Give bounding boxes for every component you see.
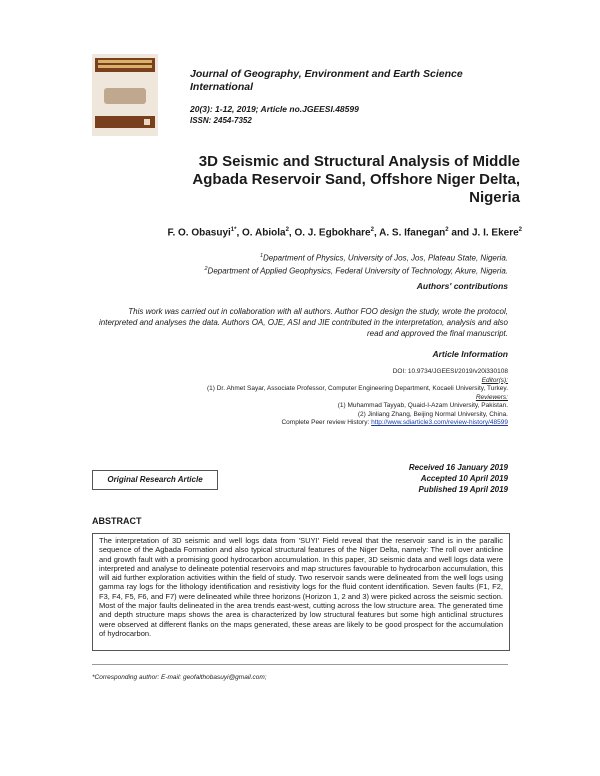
peer-review-line xyxy=(120,419,508,428)
author-name: A. S. Ifanegan xyxy=(379,227,446,239)
author-sup: 2 xyxy=(445,227,449,233)
volume-line: 20(3): 1-12, 2019; Article no.JGEESI.48599 xyxy=(190,104,359,114)
abstract-box: The interpretation of 3D seismic and well logs data from 'SUYI' Field reveal that the reservoir sand is in the parallic sequence of the Agbada Formation and also typical structural features of the Niger Delta, namely: The roll over anticline and growth fault with a promising good hydrocarbon accumulation. In this paper, 3D seismic data and well logs data were interpreted and analyse to delineate potential reservoirs and map structures favourable to hydrocarbon accumulation, this will aid further exploration activities within the field of study. Two reservoir sands were delineated from the well logs using gamma ray logs for the lithology identification and resistivity logs for the fluid content identification. Seven faults (F1, F2, F3, F4, F5, F6, and F7) were delineated while three horizons (Horizon 1, 2 and 3) were picked across the seismic section. Most of the major faults delineated in the area trends east-west, cutting across the low structure area. The generated time and depth structure maps shows the area is characterized by low structural features but some high anticlinal structures were observed at different flanks on the maps generated, these areas are likely to be good prospect for the accumulation of hydrocarbon. xyxy=(92,533,510,651)
affiliation-sup: 1 xyxy=(259,253,263,259)
affiliation xyxy=(100,264,508,277)
author-name: O. Abiola xyxy=(242,227,286,239)
article-type-label: Original Research Article xyxy=(92,470,218,490)
affiliation-text: Department of Physics, University of Jos, Jos, Plateau State, Nigeria. xyxy=(263,253,508,263)
author-name: F. O. Obasuyi xyxy=(167,227,231,239)
reviewers-label: Reviewers: xyxy=(475,393,508,401)
title-line: 3D Seismic and Structural Analysis of Middle xyxy=(198,153,520,170)
journal-name: Journal of Geography, Environment and Earth Science International xyxy=(190,68,463,93)
corresponding-author-footnote: *Corresponding author: E-mail: geofalthobasuyi@gmail.com; xyxy=(92,674,267,681)
publication-dates xyxy=(300,462,508,495)
title-line: Agbada Reservoir Sand, Offshore Niger Delta, xyxy=(192,171,520,188)
contributions-heading: Authors' contributions xyxy=(416,281,508,291)
affiliation-sup: 2 xyxy=(204,265,208,272)
author-sup: 2 xyxy=(370,227,374,233)
published-date: Published 19 April 2019 xyxy=(418,485,508,494)
journal-logo xyxy=(92,54,158,136)
article-info xyxy=(120,368,508,428)
author-separator: and xyxy=(448,227,472,239)
author-sup: 2 xyxy=(285,227,289,233)
author-sup: 2 xyxy=(518,227,522,233)
doi: DOI: 10.9734/JGEESI/2019/v20i330108 xyxy=(392,368,508,375)
author-separator: , xyxy=(288,227,295,239)
peer-review-label: Complete Peer review History: xyxy=(281,419,372,426)
title-line: Nigeria xyxy=(469,189,520,206)
contributions-text: This work was carried out in collaboration with all authors. Author FOO design the study, wrote the protocol, interpreted and analyses the data. Authors OA, OJE, ASI and JIE contributed in the interpretation, analysis and also read and approved the final manuscript. xyxy=(99,307,508,338)
reviewer: (1) Muhammad Tayyab, Quaid-I-Azam University, Pakistan. xyxy=(337,402,508,409)
author-name: O. J. Egbokhare xyxy=(294,227,371,239)
author-list xyxy=(80,227,522,238)
author-separator: , xyxy=(236,227,243,239)
accepted-date: Accepted 10 April 2019 xyxy=(420,474,508,483)
author-separator: , xyxy=(373,227,380,239)
author-name: J. I. Ekere xyxy=(471,227,519,239)
issn: ISSN: 2454-7352 xyxy=(190,116,252,125)
footnote-divider xyxy=(92,664,508,665)
affiliation-text: Department of Applied Geophysics, Federal University of Technology, Akure, Nigeria. xyxy=(207,266,508,276)
author-sup: 1* xyxy=(230,227,237,233)
affiliation xyxy=(100,251,508,264)
paper-title xyxy=(120,153,520,207)
editor: (1) Dr. Ahmet Sayar, Associate Professor, Computer Engineering Department, Kocaeli University, Turkey. xyxy=(206,385,508,392)
article-info-heading: Article Information xyxy=(432,349,508,359)
affiliations xyxy=(100,251,508,276)
editor-label: Editor(s): xyxy=(481,376,508,384)
received-date: Received 16 January 2019 xyxy=(408,463,508,472)
abstract-heading: ABSTRACT xyxy=(92,516,142,526)
peer-review-link[interactable]: http://www.sdiarticle3.com/review-history/48599 xyxy=(371,419,508,426)
reviewer: (2) Jinliang Zhang, Beijing Normal University, China. xyxy=(357,410,508,418)
